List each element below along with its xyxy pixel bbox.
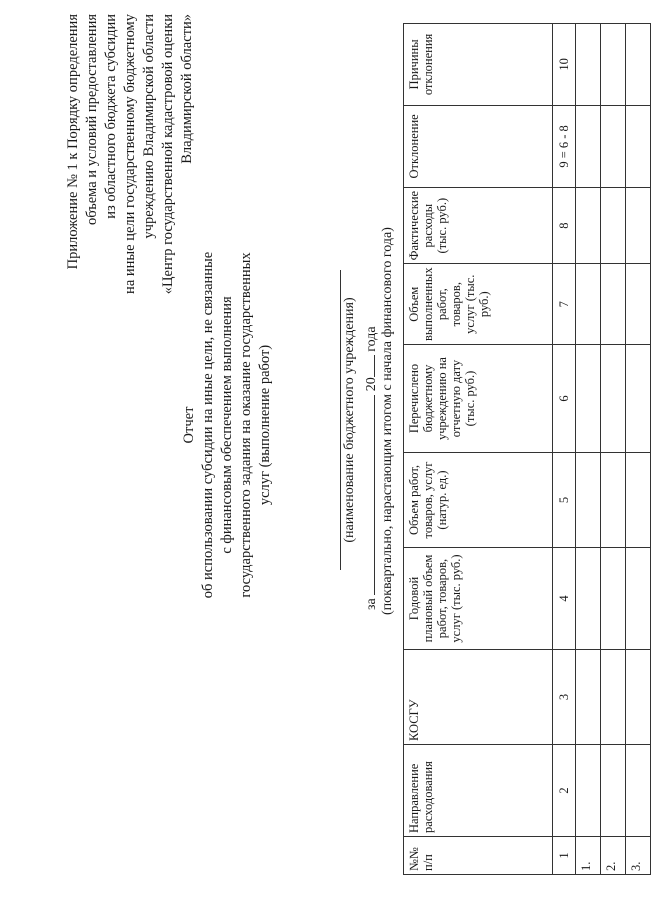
table-header: Направление расходования [404, 745, 553, 837]
table-header: Объем выполненных работ, товаров, услуг (тыс. руб.) [404, 264, 553, 345]
table-cell [626, 745, 651, 837]
table-cell [601, 23, 626, 105]
period-blank [362, 395, 375, 595]
table-row [576, 23, 601, 874]
appendix-line: на иные цели государственному бюджетному [122, 14, 138, 294]
column-number: 4 [553, 548, 576, 650]
table-cell [576, 264, 601, 345]
period-caption: (поквартально, нарастающим итогом с начала финансового года) [380, 227, 395, 615]
institution-name-line [340, 270, 341, 570]
report-title-line: государственного задания на оказание государственных [238, 252, 254, 598]
report-heading: Отчет [181, 406, 197, 444]
table-cell [601, 264, 626, 345]
table-cell [601, 745, 626, 837]
report-title [180, 215, 275, 635]
table-header: Причины отклонения [404, 23, 553, 105]
table-cell [576, 548, 601, 650]
column-number-row [553, 23, 576, 874]
column-number: 7 [553, 264, 576, 345]
table-cell [576, 105, 601, 187]
table-cell [601, 650, 626, 745]
table-header: Объем работ, товаров, услуг (натур. ед.) [404, 453, 553, 548]
table-cell [626, 105, 651, 187]
period-year-prefix: 20 [364, 377, 379, 392]
year-blank [362, 355, 375, 377]
appendix-line: Владимирской области» [179, 14, 195, 164]
table-header: КОСГУ [404, 650, 553, 745]
report-title-line: с финансовым обеспечением выполнения [219, 296, 235, 554]
table-cell [601, 548, 626, 650]
period-suffix: года [364, 326, 379, 352]
table-cell [576, 453, 601, 548]
institution-caption: (наименование бюджетного учреждения) [342, 297, 357, 543]
table-cell [626, 264, 651, 345]
table-cell [601, 453, 626, 548]
table-cell [626, 345, 651, 453]
table-cell [601, 345, 626, 453]
appendix-line: «Центр государственной кадастровой оценки [160, 14, 176, 295]
appendix-line: объема и условий предоставления [84, 14, 100, 226]
column-number: 6 [553, 345, 576, 453]
table-header-row [404, 23, 553, 874]
column-number: 3 [553, 650, 576, 745]
table-header: Фактические расходы (тыс. руб.) [404, 187, 553, 264]
report-title-line: услуг (выполнение работ) [257, 344, 273, 506]
table-cell [626, 650, 651, 745]
row-number: 1. [576, 837, 601, 875]
table-header: №№ п/п [404, 837, 553, 875]
row-number: 2. [601, 837, 626, 875]
appendix-line: учреждению Владимирской области [141, 14, 157, 239]
column-number: 9 = 6 - 8 [553, 105, 576, 187]
appendix-line: Приложение № 1 к Порядку определения [65, 14, 81, 270]
column-number: 2 [553, 745, 576, 837]
table-cell [601, 187, 626, 264]
column-number: 10 [553, 23, 576, 105]
period-prefix: за [364, 598, 379, 610]
column-number: 1 [553, 837, 576, 875]
column-number: 8 [553, 187, 576, 264]
table-cell [576, 23, 601, 105]
table-cell [601, 105, 626, 187]
table-cell [576, 745, 601, 837]
appendix-note [64, 14, 197, 374]
appendix-line: из областного бюджета субсидии [103, 14, 119, 219]
table-header: Отклонение [404, 105, 553, 187]
table-cell [576, 650, 601, 745]
table-header: Перечислено бюджетному учреждению на отчетную дату (тыс. руб.) [404, 345, 553, 453]
table-cell [576, 345, 601, 453]
table-cell [576, 187, 601, 264]
period-row [362, 326, 380, 610]
table-row [601, 23, 626, 874]
table-cell [626, 187, 651, 264]
report-title-line: об использовании субсидии на иные цели, не связанные [200, 251, 216, 599]
table-cell [626, 548, 651, 650]
table-row [626, 23, 651, 874]
table-header: Годовой плановый объем работ, товаров, услуг (тыс. руб.) [404, 548, 553, 650]
table-cell [626, 453, 651, 548]
column-number: 5 [553, 453, 576, 548]
row-number: 3. [626, 837, 651, 875]
table-cell [626, 23, 651, 105]
report-table [403, 23, 651, 875]
